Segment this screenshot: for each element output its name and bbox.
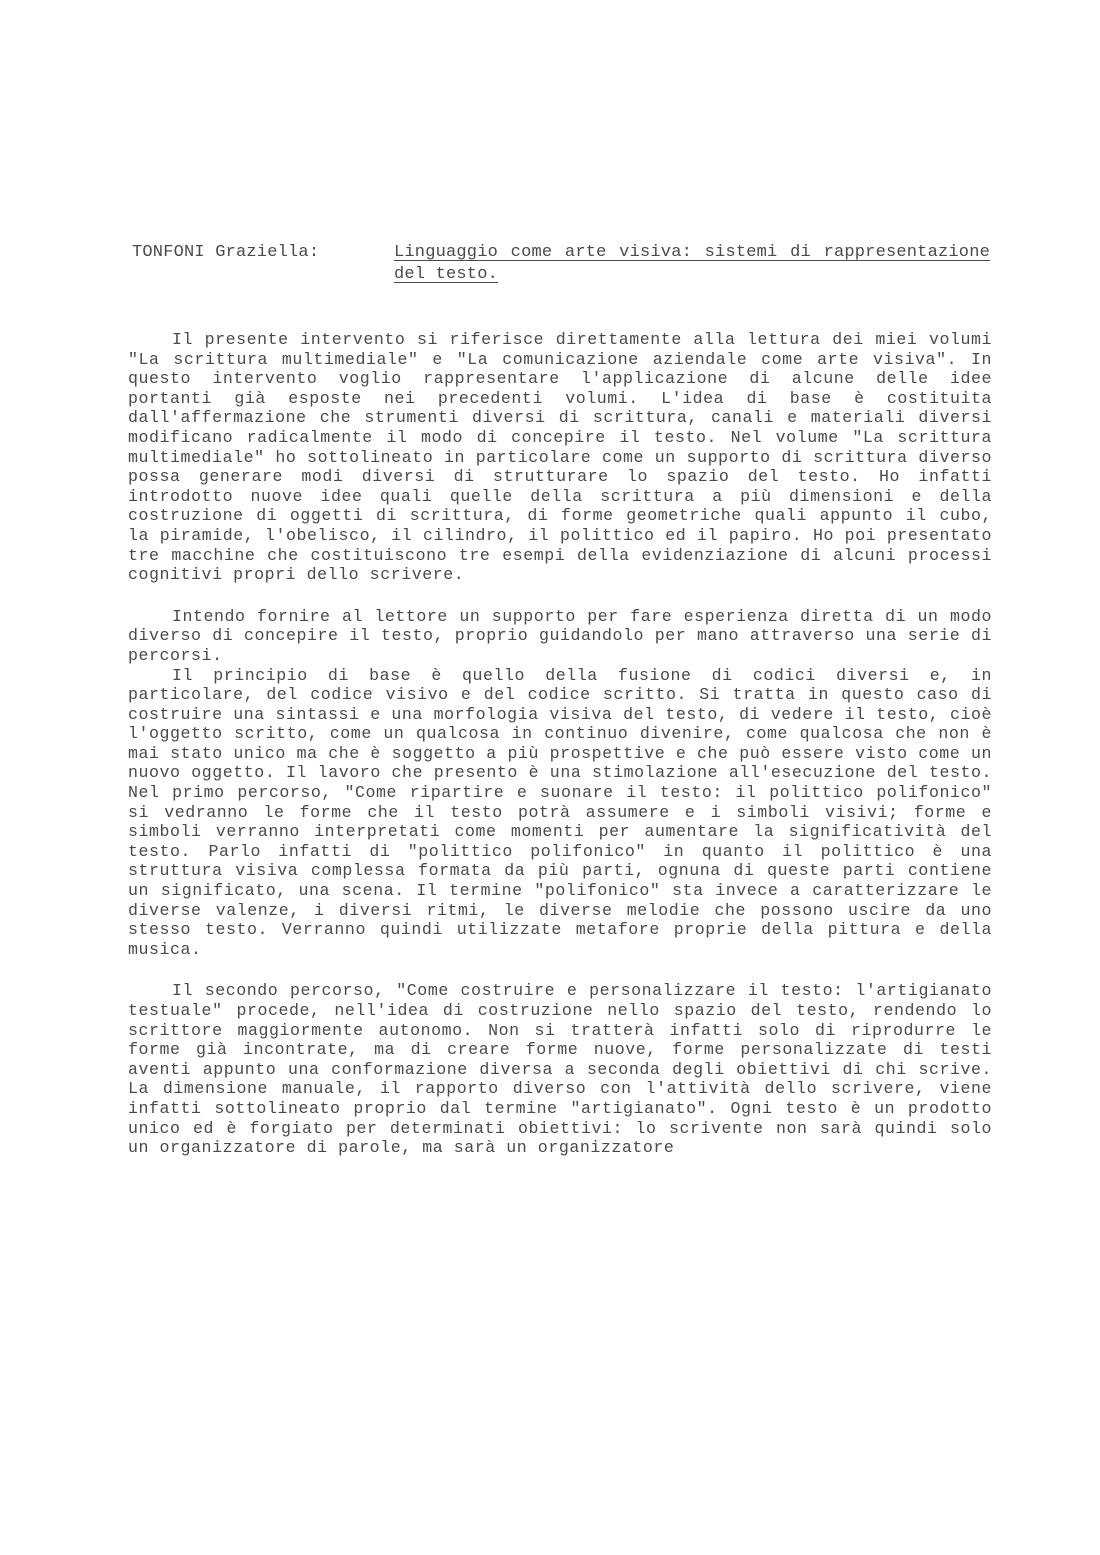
paragraph-3: Il principio di base è quello della fusione di codici diversi e, in particolare, del codice visivo e del codice scritto. Si tratta in questo caso di costruire una sintassi e una morfologia visiva del testo, di vedere il testo, cioè l'oggetto scritto, come un qualcosa in continuo divenire, come qualcosa che non è mai stato unico ma che è soggetto a più prospettive e che può essere visto come un nuovo oggetto. Il lavoro che presento è una stimolazione all'esecuzione del testo. Nel primo percorso, "Come ripartire e suonare il testo: il polittico polifonico" si vedranno le forme che il testo potrà assumere e i simboli visivi; forme e simboli verranno interpretati come momenti per aumentare la significatività del testo. Parlo infatti di "polittico polifonico" in quanto il polittico è una struttura visiva complessa formata da più parti, ognuna di queste parti contiene un significato, una scena. Il termine "polifonico" sta invece a caratterizzare le diverse valenze, i diversi ritmi, le diverse melodie che possono uscire da uno stesso testo. Verranno quindi utilizzate metafore proprie della pittura e della musica. (128, 665, 992, 959)
paragraph-2: Intendo fornire al lettore un supporto per fare esperienza diretta di un modo diverso di concepire il testo, proprio guidandolo per mano attraverso una serie di percorsi. (128, 606, 992, 665)
document-title: Linguaggio come arte visiva: sistemi di rappresentazione del testo. (394, 243, 990, 284)
author-name: TONFONI Graziella: (132, 243, 320, 262)
document-body (128, 330, 992, 1158)
document-heading (132, 242, 994, 286)
paragraph-1: Il presente intervento si riferisce direttamente alla lettura dei miei volumi "La scrittura multimediale" e "La comunicazione aziendale come arte visiva". In questo intervento voglio rappresentare l'applicazione di alcune delle idee portanti già esposte nei precedenti volumi. L'idea di base è costituita dall'affermazione che strumenti diversi di scrittura, canali e materiali diversi modificano radicalmente il modo di concepire il testo. Nel volume "La scrittura multimediale" ho sottolineato in particolare come un supporto di scrittura diverso possa generare modi diversi di strutturare lo spazio del testo. Ho infatti introdotto nuove idee quali quelle della scrittura a più dimensioni e della costruzione di oggetti di scrittura, di forme geometriche quali appunto il cubo, la piramide, l'obelisco, il cilindro, il polittico ed il papiro. Ho poi presentato tre macchine che costituiscono tre esempi della evidenziazione di alcuni processi cognitivi propri dello scrivere. (128, 330, 992, 585)
paragraph-4: Il secondo percorso, "Come costruire e personalizzare il testo: l'artigianato testuale" procede, nell'idea di costruzione nello spazio del testo, rendendo lo scrittore maggiormente autonomo. Non si tratterà infatti solo di riprodurre le forme già incontrate, ma di creare forme nuove, forme personalizzate di testi aventi appunto una conformazione diversa a seconda degli obiettivi di chi scrive. La dimensione manuale, il rapporto diverso con l'attività dello scrivere, viene infatti sottolineato proprio dal termine "artigianato". Ogni testo è un prodotto unico ed è forgiato per determinati obiettivi: lo scrivente non sarà quindi solo un organizzatore di parole, ma sarà un organizzatore (128, 981, 992, 1158)
